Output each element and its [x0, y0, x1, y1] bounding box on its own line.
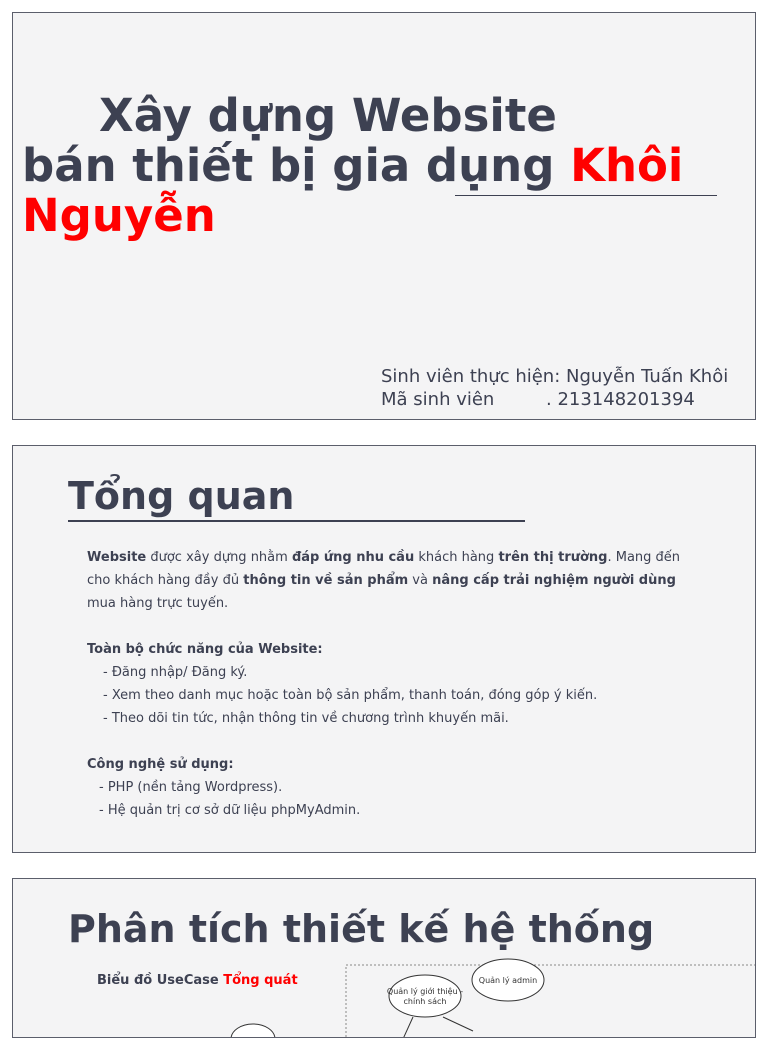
- intro-segment: trên thị trường: [498, 550, 608, 565]
- tech-item: - Hệ quản trị cơ sở dữ liệu phpMyAdmin.: [99, 803, 361, 818]
- student-id-row: [381, 388, 751, 411]
- feature-item: - Đăng nhập/ Đăng ký.: [103, 665, 248, 680]
- features-title: Toàn bộ chức năng của Website:: [87, 642, 323, 657]
- intro-segment: được xây dựng nhằm: [146, 550, 292, 565]
- student-id-value: . 213148201394: [546, 389, 695, 410]
- system-design-heading: Phân tích thiết kế hệ thống: [68, 907, 655, 951]
- title-highlight-second: Nguyễn: [22, 189, 216, 242]
- slide-system-design: [12, 878, 756, 1038]
- usecase-intro-label-1: Quản lý giới thiệu -: [386, 987, 464, 996]
- slide-overview: [12, 445, 756, 853]
- title-highlight-first: Khôi: [570, 139, 684, 192]
- title-line-1: Xây dựng Website: [99, 89, 557, 142]
- overview-body: [87, 546, 687, 822]
- feature-item: - Theo dõi tin tức, nhận thông tin về chương trình khuyến mãi.: [103, 711, 509, 726]
- intro-segment: mua hàng trực tuyến.: [87, 596, 229, 611]
- title-line-2: bán thiết bị gia dụng: [22, 139, 571, 192]
- overview-heading-underline: [68, 520, 525, 522]
- usecase-diagram: [13, 879, 756, 1038]
- presentation-title: [22, 91, 742, 241]
- usecase-intro-label-2: chính sách: [403, 997, 447, 1006]
- actor-ellipse: [231, 1024, 275, 1038]
- usecase-caption-text: Biểu đồ UseCase: [97, 973, 224, 988]
- overview-heading: Tổng quan: [68, 474, 295, 518]
- association-line: [443, 1017, 473, 1031]
- intro-segment: Website: [87, 550, 147, 565]
- tech-item: - PHP (nền tảng Wordpress).: [99, 780, 283, 795]
- usecase-admin-label: Quản lý admin: [478, 976, 538, 985]
- overview-intro-paragraph: [87, 546, 687, 615]
- title-underline: [455, 195, 717, 196]
- intro-segment: nâng cấp trải nghiệm người dùng: [432, 573, 676, 588]
- slide-title: [12, 12, 756, 420]
- feature-item: - Xem theo danh mục hoặc toàn bộ sản phẩm, thanh toán, đóng góp ý kiến.: [103, 688, 598, 703]
- intro-segment: thông tin về sản phẩm: [243, 573, 409, 588]
- usecase-intro-ellipse: [386, 975, 464, 1017]
- intro-segment: và: [408, 573, 433, 588]
- student-id-label: Mã sinh viên: [381, 389, 495, 410]
- intro-segment: đáp ứng nhu cầu: [291, 550, 415, 565]
- tech-title: Công nghệ sử dụng:: [87, 757, 234, 772]
- student-name: Sinh viên thực hiện: Nguyễn Tuấn Khôi: [381, 366, 729, 387]
- usecase-caption-highlight: Tổng quát: [223, 973, 298, 988]
- intro-segment: . Mang đến cho khách hàng đầy đủ: [87, 550, 681, 588]
- association-line: [403, 1017, 413, 1038]
- intro-segment: khách hàng: [414, 550, 499, 565]
- student-info: [381, 365, 751, 411]
